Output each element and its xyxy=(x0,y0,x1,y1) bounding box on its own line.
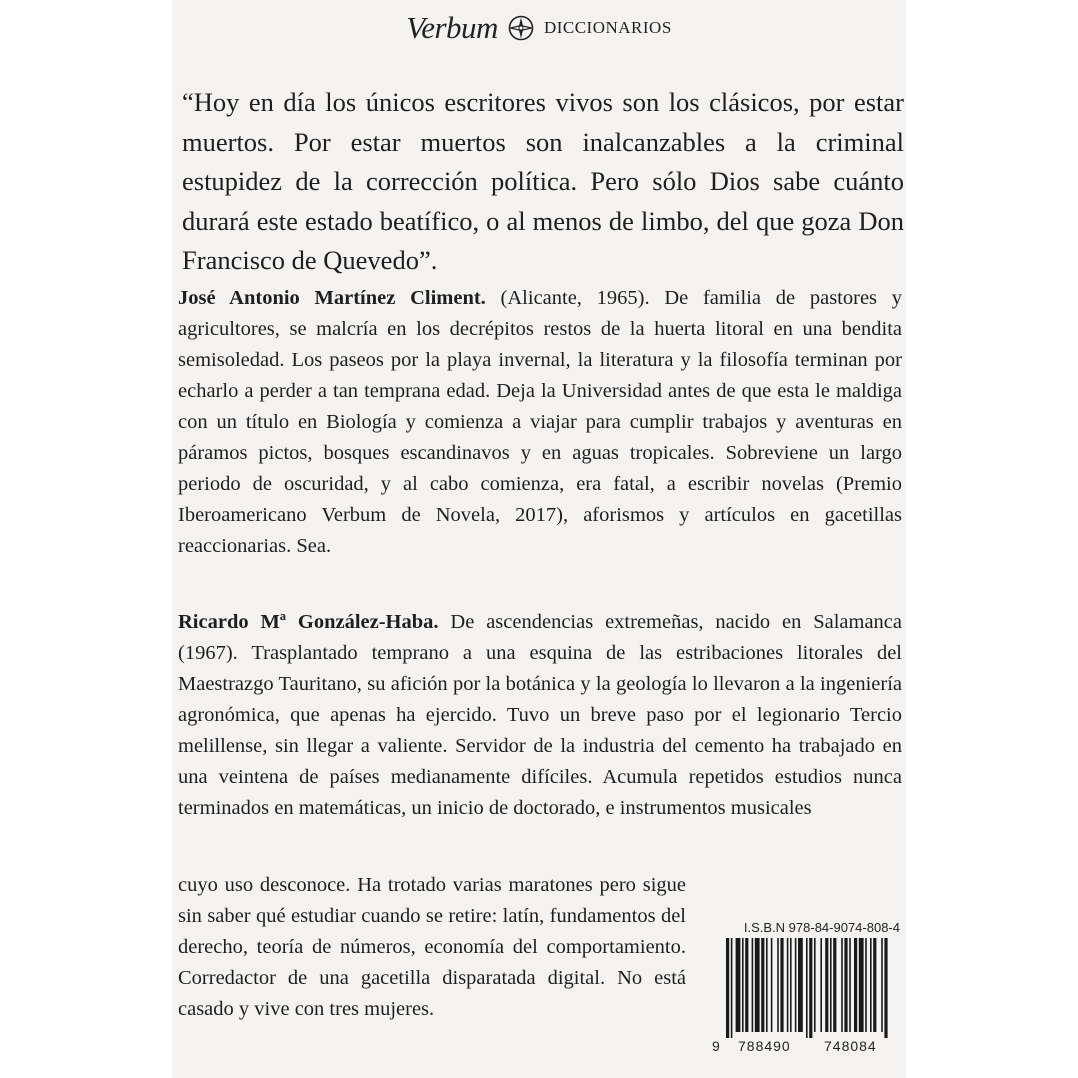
compass-rose-icon xyxy=(508,15,534,41)
epigraph-quote: “Hoy en día los únicos escritores vivos son los clásicos, por estar muertos. Por estar muertos son inalcanzables a la criminal estupidez de la corrección política. Pero sólo Dios sabe cuánto durará este estado beatífico, o al menos de limbo, del que goza Don Francisco de Quevedo”. xyxy=(182,87,904,275)
author-bio-2-continued: cuyo uso desconoce. Ha trotado varias maratones pero sigue sin saber qué estudiar cuando se retire: latín, fundamentos del derecho, teoría de números, economía del comportamiento. Corredactor de una gacetilla disparatada digital. No está casado y vive con tres mujeres. xyxy=(178,874,686,1020)
author-bio-text-1: (Alicante, 1965). De familia de pastores y agricultores, se malcría en los decrépitos restos de la huerta litoral en una bendita semisoledad. Los paseos por la playa invernal, la literatura y la filosofía terminan por echarlo a perder a tan temprana edad. Deja la Universidad antes de que esta le maldiga con un título en Biología y comienza a viajar para cumplir trabajos y aventuras en páramos pictos, bosques escandinavos y en aguas tropicales. Sobreviene un largo periodo de oscuridad, y al cabo comienza, era fatal, a escribir novelas (Premio Iberoamericano Verbum de Novela, 2017), aforismos y artículos en gacetillas reaccionarias. Sea. xyxy=(178,287,902,557)
barcode-right-digits: 748084 xyxy=(824,1038,877,1054)
series-label: DICCIONARIOS xyxy=(543,18,672,37)
publisher-logo: Verbum xyxy=(406,10,498,45)
author-name-2: Ricardo Mª González-Haba. xyxy=(178,611,439,633)
barcode-image xyxy=(712,938,902,1038)
author-name-1: José Antonio Martínez Climent. xyxy=(178,287,486,309)
isbn-block xyxy=(712,918,908,1058)
publisher-header xyxy=(172,6,906,50)
author-bio-1 xyxy=(178,283,902,562)
back-cover xyxy=(172,0,906,1078)
isbn-label: I.S.B.N 978-84-9074-808-4 xyxy=(743,920,900,935)
author-bio-text-2: De ascendencias extremeñas, nacido en Salamanca (1967). Trasplantado temprano a una esquina de las estribaciones litorales del Maestrazgo Tauritano, su afición por la botánica y la geología lo llevaron a la ingeniería agronómica, que apenas ha ejercido. Tuvo un breve paso por el legionario Tercio melillense, sin llegar a valiente. Servidor de la industria del cemento ha trabajado en una veintena de países medianamente difíciles. Acumula repetidos estudios nunca terminados en matemáticas, un inicio de doctorado, e instrumentos musicales xyxy=(178,611,902,819)
author-bio-2 xyxy=(178,607,902,824)
barcode-first-digit: 9 xyxy=(712,1038,720,1054)
barcode-left-digits: 788490 xyxy=(738,1038,791,1054)
